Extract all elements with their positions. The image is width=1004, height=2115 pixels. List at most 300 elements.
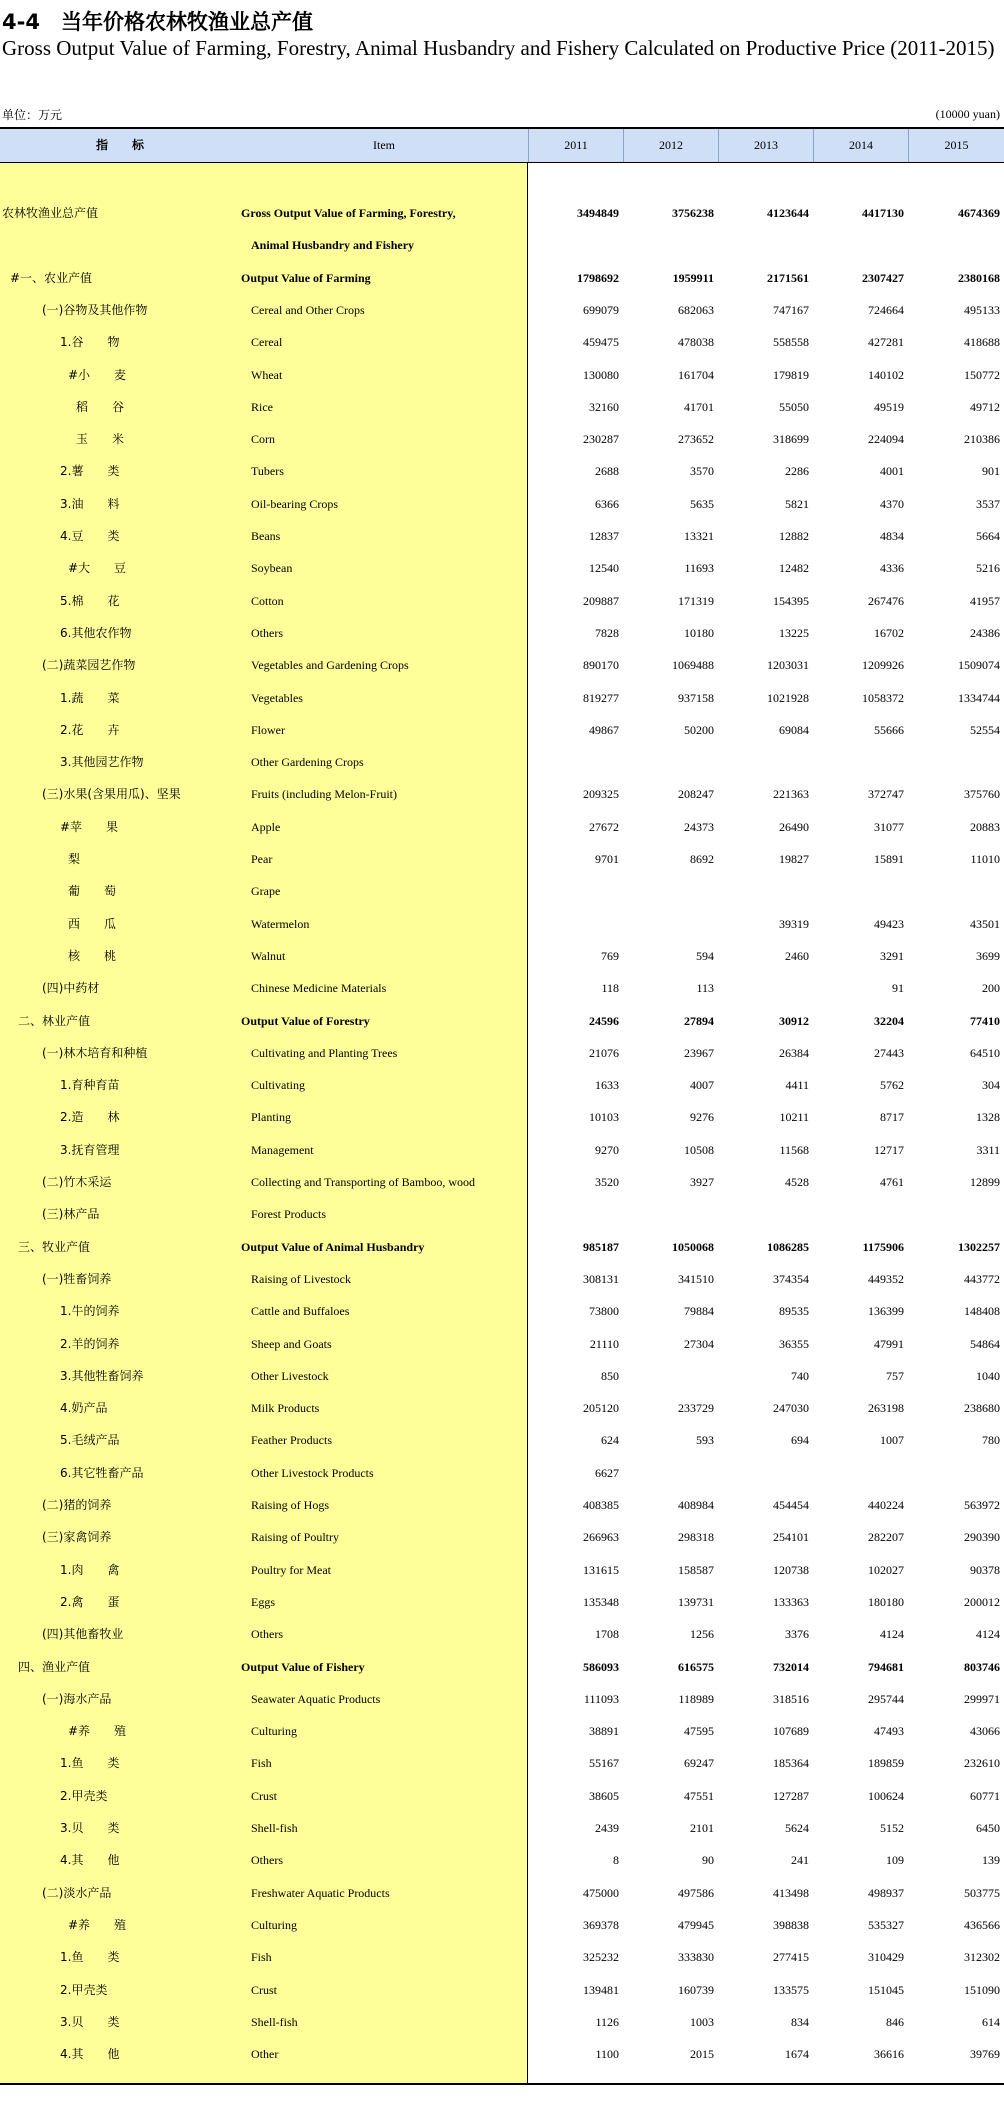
row-value-2011: 7828 (595, 625, 619, 640)
row-value-2013: 89535 (779, 1304, 809, 1319)
row-value-2014: 31077 (874, 819, 904, 834)
row-value-2014: 5762 (880, 1078, 904, 1093)
row-item-en: Rice (251, 399, 273, 414)
row-value-2014: 4761 (880, 1175, 904, 1189)
row-value-2013: 11568 (779, 1142, 809, 1157)
row-value-2013: 1203031 (767, 658, 809, 673)
row-value-2012: 1003 (690, 2014, 714, 2029)
row-value-2015: 54864 (970, 1336, 1000, 1351)
row-value-2012: 408984 (678, 1498, 714, 1512)
row-value-2012: 298318 (678, 1530, 714, 1545)
row-value-2012: 13321 (684, 529, 714, 543)
row-indicator-cn: 二、林业产值 (18, 1013, 91, 1028)
row-value-2013: 12882 (779, 529, 809, 543)
row-value-2014: 36616 (874, 2047, 904, 2062)
row-value-2011: 10103 (589, 1110, 619, 1125)
table-row (0, 1328, 1004, 1360)
row-value-2012: 8692 (690, 852, 714, 866)
table-row (0, 552, 1004, 584)
row-indicator-cn: 3.其他园艺作物 (60, 755, 144, 770)
row-value-2013 (718, 229, 809, 261)
row-value-2012: 10508 (684, 1142, 714, 1157)
row-value-2012 (623, 746, 714, 778)
row-item-en: Raising of Poultry (251, 1530, 340, 1545)
row-value-2011: 38891 (589, 1724, 619, 1739)
row-value-2013: 747167 (773, 302, 809, 317)
table-row (0, 1424, 1004, 1456)
page-title-english: Gross Output Value of Farming, Forestry, Animal Husbandry and Fishery Calculated on Productive Price (2011-2015) (2, 36, 995, 60)
header-indicator: 指 标 (95, 138, 144, 152)
row-value-2014: 4370 (880, 496, 904, 511)
row-value-2015: 12899 (970, 1175, 1000, 1189)
row-item-en: Poultry for Meat (251, 1562, 331, 1577)
row-value-2015: 2380168 (958, 270, 1000, 285)
row-value-2011: 12837 (589, 529, 619, 543)
row-item-en: Wheat (251, 367, 283, 382)
table-row (0, 1263, 1004, 1295)
row-value-2014 (813, 1198, 904, 1230)
row-indicator-cn: (二)淡水产品 (42, 1885, 112, 1900)
row-item-en: Apple (251, 819, 281, 834)
row-value-2011: 3520 (595, 1175, 619, 1189)
row-item-en: Fish (251, 1756, 272, 1771)
header-year-2011: 2011 (528, 129, 623, 162)
row-value-2014: 282207 (868, 1530, 904, 1545)
row-item-en: Shell-fish (251, 1821, 298, 1835)
row-item-en: Raising of Livestock (251, 1271, 351, 1286)
row-value-2015: 4124 (976, 1627, 1000, 1642)
row-indicator-cn: 2.甲壳类 (60, 1982, 108, 1997)
row-value-2014: 2307427 (862, 270, 904, 285)
row-value-2011 (528, 908, 619, 940)
row-value-2011: 459475 (583, 335, 619, 350)
row-item-en: Milk Products (251, 1401, 320, 1416)
row-indicator-cn: 1.鱼 类 (60, 1950, 120, 1965)
header-year-2013: 2013 (718, 129, 813, 162)
row-item-en: Oil-bearing Crops (251, 496, 338, 511)
row-item-en: Shell-fish (251, 2014, 298, 2029)
row-indicator-cn: 核 桃 (68, 948, 117, 963)
row-value-2014: 100624 (868, 1788, 904, 1803)
row-value-2015: 43501 (970, 916, 1000, 931)
row-value-2011: 624 (601, 1433, 619, 1448)
row-value-2012: 594 (696, 948, 714, 963)
row-indicator-cn: (二)蔬菜园艺作物 (42, 658, 136, 673)
row-value-2011: 130080 (583, 367, 619, 382)
row-indicator-cn: 2.羊的饲养 (60, 1336, 120, 1351)
row-value-2012: 27304 (684, 1336, 714, 1351)
row-value-2011: 32160 (589, 399, 619, 414)
row-value-2013: 221363 (773, 787, 809, 802)
row-value-2015: 139 (982, 1853, 1000, 1868)
table-row (0, 1844, 1004, 1876)
row-value-2014: 16702 (874, 625, 904, 640)
row-value-2014: 91 (892, 981, 904, 996)
row-indicator-cn: 1.牛的饲养 (60, 1304, 120, 1319)
row-value-2014: 151045 (868, 1982, 904, 1997)
table-row (0, 2006, 1004, 2038)
row-value-2015: 436566 (964, 1917, 1000, 1932)
row-value-2011: 9701 (595, 852, 619, 866)
row-value-2012: 1256 (690, 1627, 714, 1642)
row-item-en: Soybean (251, 561, 293, 576)
row-value-2013: 39319 (779, 916, 809, 931)
row-indicator-cn: 2.禽 蛋 (60, 1594, 120, 1609)
row-value-2012: 47595 (684, 1724, 714, 1739)
table-row (0, 1651, 1004, 1683)
row-value-2011: 819277 (583, 690, 619, 705)
table-row (0, 455, 1004, 487)
table-row (0, 391, 1004, 423)
row-value-2013: 241 (791, 1853, 809, 1868)
row-value-2015 (908, 1198, 1000, 1230)
row-value-2011: 209325 (583, 787, 619, 802)
table-row (0, 1166, 1004, 1198)
row-value-2014: 263198 (868, 1401, 904, 1416)
row-item-en: Cereal and Other Crops (251, 302, 365, 317)
row-value-2015: 150772 (964, 367, 1000, 382)
row-value-2015: 60771 (970, 1788, 1000, 1803)
row-value-2013: 2460 (785, 948, 809, 963)
row-item-en: Crust (251, 1982, 278, 1997)
row-item-en: Raising of Hogs (251, 1498, 329, 1512)
row-value-2015: 49712 (970, 399, 1000, 414)
row-value-2012: 50200 (684, 722, 714, 737)
row-value-2014: 1175906 (862, 1239, 904, 1254)
row-value-2011: 1633 (595, 1078, 619, 1093)
row-value-2015 (908, 746, 1000, 778)
row-value-2011: 890170 (583, 658, 619, 673)
row-value-2012: 113 (696, 981, 714, 996)
row-value-2014 (813, 1457, 904, 1489)
row-value-2013: 732014 (773, 1659, 809, 1674)
row-item-en: Culturing (251, 1724, 298, 1739)
row-value-2015: 1328 (976, 1110, 1000, 1125)
table-row (0, 843, 1004, 875)
row-value-2012: 497586 (678, 1885, 714, 1900)
row-value-2012: 27894 (684, 1013, 714, 1028)
row-value-2011: 131615 (583, 1562, 619, 1577)
row-value-2012: 1050068 (672, 1239, 714, 1254)
row-value-2011 (528, 746, 619, 778)
row-indicator-cn: (一)林木培育和种植 (42, 1045, 148, 1060)
row-value-2011: 1126 (595, 2014, 619, 2029)
row-item-en: Seawater Aquatic Products (251, 1691, 381, 1706)
row-value-2015: 503775 (964, 1885, 1000, 1900)
row-indicator-cn: 3.贝 类 (60, 2014, 120, 2029)
row-value-2015 (908, 229, 1000, 261)
row-indicator-cn: 葡 萄 (68, 884, 117, 899)
row-value-2012: 4007 (690, 1078, 714, 1093)
row-value-2012 (623, 229, 714, 261)
header-year-2014: 2014 (813, 129, 908, 162)
row-value-2012: 937158 (678, 690, 714, 705)
row-indicator-cn: #一、农业产值 (10, 270, 93, 285)
unit-label-chinese: 单位：万元 (2, 108, 63, 122)
row-indicator-cn: 3.油 料 (60, 496, 120, 511)
table-row (0, 811, 1004, 843)
output-value-table (0, 127, 1004, 2085)
row-indicator-cn: 稻 谷 (76, 399, 125, 414)
row-indicator-cn: 4.其 他 (60, 1853, 120, 1868)
row-value-2012: 79884 (684, 1304, 714, 1319)
row-value-2015: 5664 (976, 529, 1000, 543)
row-value-2013: 277415 (773, 1950, 809, 1965)
table-row (0, 1747, 1004, 1779)
row-indicator-cn: 2.花 卉 (60, 722, 120, 737)
row-value-2015: 304 (982, 1078, 1000, 1093)
row-item-en: Cattle and Buffaloes (251, 1304, 350, 1319)
row-indicator-cn: 1.谷 物 (60, 335, 120, 350)
row-indicator-cn: 三、牧业产值 (18, 1239, 91, 1254)
row-value-2013: 247030 (773, 1401, 809, 1416)
header-year-2012: 2012 (623, 129, 718, 162)
row-value-2013: 154395 (773, 593, 809, 608)
row-value-2014 (813, 875, 904, 907)
row-value-2012: 5635 (690, 496, 714, 511)
row-value-2015: 563972 (964, 1498, 1000, 1512)
row-value-2012: 158587 (678, 1562, 714, 1577)
row-value-2015: 4674369 (958, 206, 1000, 220)
row-value-2014: 180180 (868, 1594, 904, 1609)
table-row (0, 1392, 1004, 1424)
row-indicator-cn: 3.贝 类 (60, 1821, 120, 1835)
header-year-2015: 2015 (908, 129, 1004, 162)
row-value-2013: 26384 (779, 1045, 809, 1060)
row-value-2015: 151090 (964, 1982, 1000, 1997)
row-value-2015: 24386 (970, 625, 1000, 640)
table-row (0, 2038, 1004, 2070)
row-value-2015: 1509074 (958, 658, 1000, 673)
table-row (0, 1360, 1004, 1392)
row-value-2014: 440224 (868, 1498, 904, 1512)
row-item-en: Crust (251, 1788, 278, 1803)
row-value-2011: 325232 (583, 1950, 619, 1965)
row-value-2013: 10211 (779, 1110, 809, 1125)
table-row (0, 1715, 1004, 1747)
row-indicator-cn: #养 殖 (68, 1917, 127, 1932)
row-value-2015: 5216 (976, 561, 1000, 576)
row-value-2011: 21110 (589, 1336, 619, 1351)
row-value-2011: 475000 (583, 1885, 619, 1900)
table-row (0, 1618, 1004, 1650)
row-value-2013: 120738 (773, 1562, 809, 1577)
row-value-2011: 21076 (589, 1045, 619, 1060)
row-indicator-cn: 梨 (68, 852, 81, 866)
row-value-2015: 20883 (970, 819, 1000, 834)
row-value-2015 (908, 1457, 1000, 1489)
row-value-2015: 52554 (970, 722, 1000, 737)
row-value-2012: 341510 (678, 1271, 714, 1286)
row-value-2015: 443772 (964, 1271, 1000, 1286)
row-value-2012: 682063 (678, 302, 714, 317)
row-value-2015: 43066 (970, 1724, 1000, 1739)
row-indicator-cn: 四、渔业产值 (18, 1659, 91, 1674)
row-item-en: Cultivating (251, 1078, 305, 1093)
row-indicator-cn: (三)水果(含果用瓜)、坚果 (42, 787, 181, 802)
table-row (0, 1941, 1004, 1973)
row-value-2012: 3756238 (672, 206, 714, 220)
row-item-en: Cotton (251, 593, 284, 608)
table-header-row (0, 129, 1004, 163)
row-value-2012: 3927 (690, 1175, 714, 1189)
row-value-2014: 4834 (880, 529, 904, 543)
row-indicator-cn: 农林牧渔业总产值 (2, 206, 99, 220)
row-value-2011: 135348 (583, 1594, 619, 1609)
row-value-2011 (528, 229, 619, 261)
row-value-2012: 479945 (678, 1917, 714, 1932)
row-value-2011: 27672 (589, 819, 619, 834)
row-value-2012: 118989 (678, 1691, 714, 1706)
row-value-2012: 1069488 (672, 658, 714, 673)
row-value-2014: 102027 (868, 1562, 904, 1577)
row-value-2011: 3494849 (577, 206, 619, 220)
row-value-2013 (718, 1457, 809, 1489)
row-value-2014: 4417130 (862, 206, 904, 220)
row-value-2014: 47991 (874, 1336, 904, 1351)
table-row (0, 1134, 1004, 1166)
row-value-2011: 139481 (583, 1982, 619, 1997)
row-value-2013: 13225 (779, 625, 809, 640)
row-item-en: Chinese Medicine Materials (251, 981, 387, 996)
row-indicator-cn: #小 麦 (68, 367, 127, 382)
header-item: Item (373, 138, 395, 152)
row-value-2015: 312302 (964, 1950, 1000, 1965)
row-value-2012: 1959911 (672, 270, 714, 285)
row-value-2015: 614 (982, 2014, 1000, 2029)
row-value-2012: 160739 (678, 1982, 714, 1997)
row-value-2013: 69084 (779, 722, 809, 737)
row-value-2015: 11010 (970, 852, 1000, 866)
row-value-2014: 12717 (874, 1142, 904, 1157)
table-row (0, 972, 1004, 1004)
table-row (0, 488, 1004, 520)
row-item-en: Feather Products (251, 1433, 332, 1448)
row-value-2013: 2171561 (767, 270, 809, 285)
row-indicator-cn: 2.薯 类 (60, 464, 120, 479)
row-value-2013: 5821 (785, 496, 809, 511)
row-value-2015: 232610 (964, 1756, 1000, 1771)
row-indicator-cn: 6.其它牲畜产品 (60, 1465, 144, 1480)
table-row (0, 326, 1004, 358)
row-item-en: Output Value of Fishery (241, 1659, 365, 1674)
row-value-2013: 179819 (773, 367, 809, 382)
table-row (0, 617, 1004, 649)
row-value-2012: 24373 (684, 819, 714, 834)
row-indicator-cn: (一)谷物及其他作物 (42, 302, 148, 317)
row-indicator-cn: 4.豆 类 (60, 529, 120, 543)
row-value-2011: 205120 (583, 1401, 619, 1416)
row-indicator-cn: (一)海水产品 (42, 1691, 112, 1706)
row-value-2014: 1209926 (862, 658, 904, 673)
row-value-2012: 69247 (684, 1756, 714, 1771)
row-indicator-cn: 3.其他牲畜饲养 (60, 1368, 144, 1383)
row-value-2012 (623, 1198, 714, 1230)
row-value-2013: 26490 (779, 819, 809, 834)
row-value-2013: 318516 (773, 1691, 809, 1706)
row-value-2013: 1086285 (767, 1239, 809, 1254)
row-value-2013 (718, 1198, 809, 1230)
row-value-2012: 10180 (684, 625, 714, 640)
row-value-2012: 616575 (678, 1659, 714, 1674)
row-item-en: Watermelon (251, 916, 310, 931)
table-row (0, 682, 1004, 714)
row-value-2011: 586093 (583, 1659, 619, 1674)
table-row (0, 1812, 1004, 1844)
row-item-en: Output Value of Farming (241, 270, 371, 285)
row-value-2011: 308131 (583, 1271, 619, 1286)
row-indicator-cn: 6.其他农作物 (60, 625, 132, 640)
row-value-2011: 2688 (595, 464, 619, 479)
row-item-en: Culturing (251, 1917, 298, 1932)
row-item-en: Flower (251, 722, 285, 737)
table-row (0, 1780, 1004, 1812)
table-row (0, 359, 1004, 391)
row-value-2013: 55050 (779, 399, 809, 414)
table-row (0, 1037, 1004, 1069)
row-value-2011 (528, 875, 619, 907)
row-value-2014: 49519 (874, 399, 904, 414)
row-value-2013: 133575 (773, 1982, 809, 1997)
row-value-2011: 1798692 (577, 270, 619, 285)
row-indicator-cn: 1.肉 禽 (60, 1562, 120, 1577)
row-value-2012: 161704 (678, 367, 714, 382)
row-value-2014: 535327 (868, 1917, 904, 1932)
row-value-2013: 5624 (785, 1821, 809, 1835)
row-value-2011: 6366 (595, 496, 619, 511)
row-value-2012: 208247 (678, 787, 714, 802)
row-value-2013: 30912 (779, 1013, 809, 1028)
row-value-2015: 3699 (976, 948, 1000, 963)
row-value-2015: 64510 (970, 1045, 1000, 1060)
row-indicator-cn: 5.棉 花 (60, 593, 120, 608)
row-value-2011: 369378 (583, 1917, 619, 1932)
row-item-en: Eggs (251, 1594, 275, 1609)
table-row (0, 262, 1004, 294)
row-value-2011: 111093 (583, 1691, 619, 1706)
row-value-2012: 11693 (684, 561, 714, 576)
table-row (0, 1554, 1004, 1586)
row-value-2015: 39769 (970, 2047, 1000, 2062)
row-item-en: Tubers (251, 464, 284, 479)
row-value-2013: 4528 (785, 1175, 809, 1189)
table-row (0, 520, 1004, 552)
row-value-2013: 133363 (773, 1594, 809, 1609)
row-indicator-cn: (三)家禽饲养 (42, 1530, 112, 1545)
row-value-2014: 4001 (880, 464, 904, 479)
row-value-2013: 185364 (773, 1756, 809, 1771)
row-value-2015: 90378 (970, 1562, 1000, 1577)
row-indicator-cn: 2.甲壳类 (60, 1788, 108, 1803)
row-value-2014: 8717 (880, 1110, 904, 1125)
row-value-2012: 593 (696, 1433, 714, 1448)
table-row (0, 649, 1004, 681)
row-value-2012: 9276 (690, 1110, 714, 1125)
row-indicator-cn: 西 瓜 (68, 916, 117, 931)
table-row (0, 1489, 1004, 1521)
row-value-2012: 23967 (684, 1045, 714, 1060)
row-indicator-cn: 1.育种育苗 (60, 1078, 120, 1093)
row-value-2012: 90 (702, 1853, 714, 1868)
row-indicator-cn: 1.蔬 菜 (60, 690, 120, 705)
row-item-en: Animal Husbandry and Fishery (251, 238, 415, 253)
row-value-2013: 1674 (785, 2047, 809, 2062)
row-value-2014: 27443 (874, 1045, 904, 1060)
table-row (0, 1069, 1004, 1101)
row-value-2013: 254101 (773, 1530, 809, 1545)
table-row (0, 1974, 1004, 2006)
row-value-2015: 148408 (964, 1304, 1000, 1319)
